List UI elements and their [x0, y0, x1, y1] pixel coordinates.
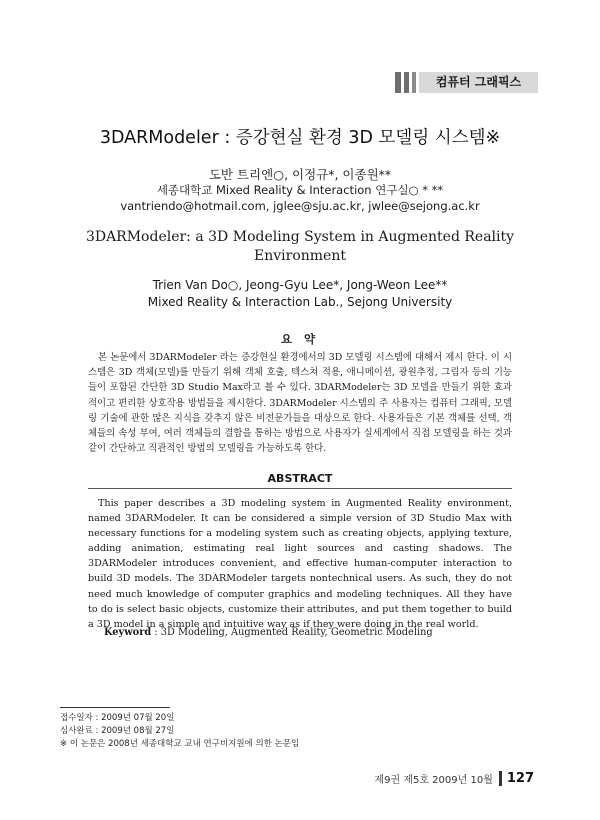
abstract-body: This paper describes a 3D modeling system in Augmented Reality environment, named 3DARModeler. It can be considered a simple version of 3D Studio Max with necessary functions for a modeling system such as creating objects, applying texture, adding animation, estimating real light sources and casting shadows. The 3DARModeler introduces convenient, and effective human-computer interaction to build 3D models. The 3DARModeler targets nontechnical users. As such, they do not need much knowledge of computer graphics and modeling techniques. All they have to do is select basic objects, customize their attributes, and put them together to build a 3D model in a simple and intuitive way as if they were doing in the real world. [88, 498, 512, 630]
tag-bar-decoration [404, 72, 409, 93]
accepted-date: 심사완료 : 2009년 08월 27일 [60, 726, 175, 736]
english-title: 3DARModeler: a 3D Modeling System in Augmented Reality Environment [85, 229, 515, 264]
issue-info: 제9권 제5호 2009년 10월 [374, 775, 493, 786]
page-footer [374, 771, 534, 786]
korean-title: 3DARModeler : 증강현실 환경 3D 모델링 시스템※ [99, 128, 501, 148]
tag-bar-decoration [412, 72, 416, 93]
korean-abstract-heading: 요 약 [280, 332, 320, 346]
korean-authors: 도반 트리엔○, 이정규*, 이종원** [208, 167, 392, 182]
keyword-text: : 3D Modeling, Augmented Reality, Geometric Modeling [151, 627, 433, 638]
korean-abstract-body: 본 논문에서 3DARModeler 라는 증강현실 환경에서의 3D 모델링 시스템에 대해서 제시 한다. 이 시스템은 3D 객체(모델)를 만들기 위해 객체 호출, 텍스쳐 적용, 애니메이션, 광원추정, 그림자 등의 기능들이 포함된 간단한 3D Studio Max라고 볼 수 있다. 3DARModeler는 3D 모델을 만들기 위한 효과적이고 편리한 상호작용 방법들을 제시한다. 3DARModeler 시스템의 주 사용자는 컴퓨터 그래픽, 모델링 기술에 관한 많은 지식을 갖추지 않은 비전문가들을 대상으로 한다. 사용자들은 기본 객체를 선택, 객체들의 속성 부여, 여러 객체들의 결합을 통하는 방법으로 사용자가 실세계에서 직접 모델링을 하는 것과 같이 간단하고 직관적인 방법의 모델링을 가능하도록 한다. [88, 352, 512, 455]
english-authors: Trien Van Do○, Jeong-Gyu Lee*, Jong-Weon Lee** [152, 278, 448, 292]
abstract-heading: ABSTRACT [267, 472, 333, 485]
footer-separator [499, 771, 502, 786]
english-affiliation: Mixed Reality & Interaction Lab., Sejong University [147, 295, 453, 309]
received-date: 접수일자 : 2009년 07월 20일 [60, 713, 175, 723]
category-tag [395, 72, 538, 93]
funding-note: ※ 이 논문은 2008년 세종대학교 교내 연구비지원에 의한 논문임 [60, 739, 300, 749]
footnote-divider [60, 707, 170, 708]
author-emails: vantriendo@hotmail.com, jglee@sju.ac.kr, jwlee@sejong.ac.kr [120, 199, 480, 213]
page-number: 127 [506, 771, 534, 786]
abstract-divider [88, 488, 512, 489]
korean-affiliation: 세종대학교 Mixed Reality & Interaction 연구실○ * ** [156, 183, 444, 197]
keyword-label: Keyword [104, 627, 152, 638]
category-tag-label: 컴퓨터 그래픽스 [419, 72, 538, 93]
tag-bar-decoration [395, 72, 401, 93]
keywords [104, 627, 433, 638]
